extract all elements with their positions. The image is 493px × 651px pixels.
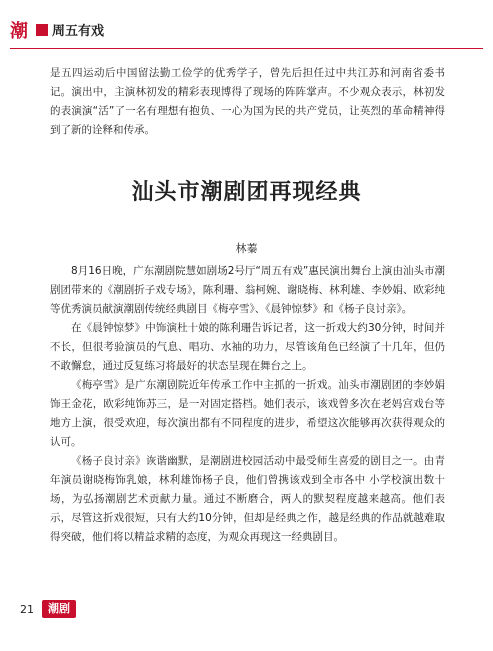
section-title: 周五有戏: [52, 24, 105, 39]
page-number: 21: [20, 603, 34, 616]
intro-paragraph: 是五四运动后中国留法勤工俭学的优秀学子，曾先后担任过中共江苏和河南省委书记。演出中，主演林初发的精彩表现博得了现场的阵阵掌声。不少观众表示，林初发的表演演“活”了一名有理想有抱负、一心为国为民的共产党员，让英烈的革命精神得到了新的诠释和传承。: [50, 67, 445, 136]
section-marker: [36, 24, 48, 36]
article-paragraph: 8月16日晚，广东潮剧院慧如剧场2号厅“周五有戏”惠民演出舞台上演由汕头市潮剧团带来的《潮剧折子戏专场》，陈利珊、翁柯婉、谢晓梅、林利雄、李妙娟、欧彩纯等优秀演员献演潮剧传统经典剧目《梅亭雪》、《晨钟惊梦》和《杨子良讨亲》。: [50, 265, 445, 315]
article-paragraph: 《杨子良讨亲》诙谐幽默，是潮剧进校园活动中最受师生喜爱的剧目之一。由青年演员谢晓梅饰乳娘，林利雄饰杨子良，他们曾携该戏到全市各中 小学校演出数十场，为弘扬潮剧艺术贡献力量。通过不断磨合，两人的默契程度越来越高。他们表示，尽管这折戏很短，只有大约10分钟，但却是经典之作，越是经典的作品就越难取得突破，他们将以精益求精的态度，为观众再现这一经典剧目。: [50, 455, 445, 543]
page-header: [0, 0, 493, 56]
article-body: [50, 262, 445, 547]
intro-block: [50, 64, 445, 140]
footer-logo: 潮剧: [42, 600, 76, 618]
publication-logo: 潮: [10, 21, 28, 42]
article-paragraph: 《梅亭雪》是广东潮剧院近年传承工作中主抓的一折戏。汕头市潮剧团的李妙娟饰王金花，欧彩纯饰苏三，是一对固定搭档。她们表示，该戏曾多次在老妈宫戏台等地方上演，很受欢迎，每次演出都有不同程度的进步，希望这次能够再次获得观众的认可。: [50, 379, 445, 448]
article-author: 林蓁: [235, 242, 258, 255]
header-divider: [10, 48, 483, 49]
article-title: 汕头市潮剧团再现经典: [131, 180, 362, 205]
article-paragraph: 在《晨钟惊梦》中饰演杜十娘的陈利珊告诉记者，这一折戏大约30分钟，时间并不长，但很考验演员的气息、唱功、水袖的功力，尽管该角色已经演了十几年，但仍不敢懈怠，通过反复练习将最好的状态呈现在舞台之上。: [50, 322, 445, 372]
